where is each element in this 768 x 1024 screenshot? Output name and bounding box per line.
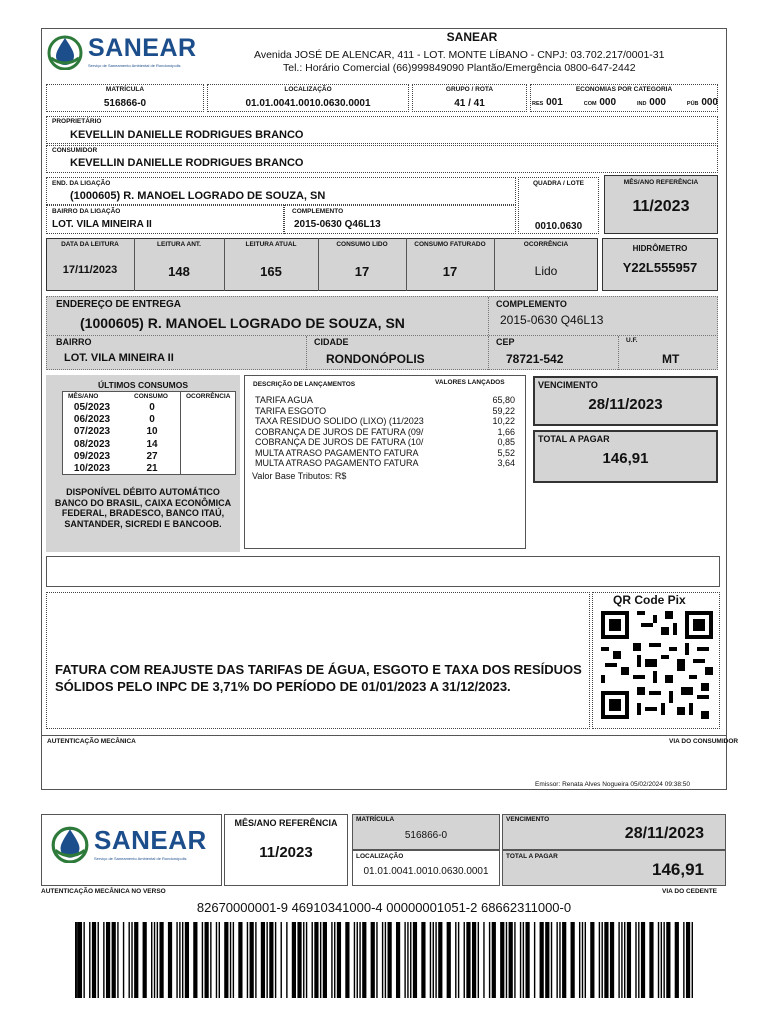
delivery-cep-value: 78721-542 bbox=[506, 352, 564, 366]
connection-end-label: END. DA LIGAÇÃO bbox=[52, 180, 111, 187]
reference-value: 11/2023 bbox=[632, 198, 690, 215]
barcode-bar bbox=[413, 922, 417, 998]
barcode-bar bbox=[382, 922, 383, 998]
localizacao-label: LOCALIZAÇÃO bbox=[284, 86, 332, 93]
barcode-bar bbox=[75, 922, 76, 998]
barcode-bar bbox=[602, 922, 603, 998]
complemento-lig-label: COMPLEMENTO bbox=[292, 208, 344, 215]
barcode-bar bbox=[202, 922, 203, 998]
charges-list bbox=[255, 395, 515, 469]
quadra-label: QUADRA / LOTE bbox=[532, 180, 585, 187]
barcode-bar bbox=[683, 922, 684, 998]
barcode[interactable] bbox=[75, 922, 693, 998]
barcode-bar bbox=[430, 922, 431, 998]
company-contacts: Tel.: Horário Comercial (66)999849090 Plantão/Emergência 0800-647-2442 bbox=[283, 62, 636, 74]
barcode-bar bbox=[320, 922, 321, 998]
reading-faturado-label: CONSUMO FATURADO bbox=[414, 241, 486, 248]
barcode-bar bbox=[233, 922, 234, 998]
reading-date-label: DATA DA LEITURA bbox=[61, 241, 119, 248]
barcode-bar bbox=[404, 922, 405, 998]
reading-ant-label: LEITURA ANT. bbox=[157, 241, 201, 248]
reading-lido-value: 17 bbox=[354, 264, 370, 279]
barcode-bar bbox=[500, 922, 504, 998]
delivery-cidade-value: RONDONÓPOLIS bbox=[326, 352, 425, 366]
barcode-bar bbox=[396, 922, 400, 998]
barcode-bar bbox=[407, 922, 408, 998]
barcode-bar bbox=[303, 922, 304, 998]
stub-loc-label: LOCALIZAÇÃO bbox=[356, 853, 404, 860]
barcode-bar bbox=[230, 922, 231, 998]
history-header-mes: MÊS/ANO bbox=[68, 393, 99, 400]
delivery-div-v1 bbox=[488, 297, 489, 335]
barcode-bar bbox=[556, 922, 557, 998]
barcode-bar bbox=[585, 922, 586, 998]
stub-logo bbox=[50, 823, 207, 863]
barcode-bar bbox=[286, 922, 287, 998]
barcode-bar bbox=[506, 922, 507, 998]
grupo-label: GRUPO / ROTA bbox=[445, 86, 494, 93]
barcode-bar bbox=[635, 922, 636, 998]
barcode-bar bbox=[376, 922, 377, 998]
economia-res: RES 001 bbox=[532, 97, 563, 108]
company-name: SANEAR bbox=[446, 30, 498, 44]
barcode-bar bbox=[159, 922, 163, 998]
auth-via: VIA DO CONSUMIDOR bbox=[669, 738, 739, 745]
water-drop-icon bbox=[50, 823, 90, 863]
barcode-bar bbox=[176, 922, 177, 998]
barcode-bar bbox=[525, 922, 529, 998]
delivery-bairro-value: LOT. VILA MINEIRA II bbox=[64, 352, 174, 364]
barcode-bar bbox=[458, 922, 459, 998]
meter-label: HIDRÔMETRO bbox=[632, 244, 688, 253]
barcode-bar bbox=[193, 922, 197, 998]
barcode-bar bbox=[435, 922, 436, 998]
history-rows bbox=[62, 402, 182, 475]
barcode-bar bbox=[224, 922, 228, 998]
barcode-bar bbox=[551, 922, 552, 998]
reading-ant-value: 148 bbox=[168, 264, 190, 279]
barcode-bar bbox=[658, 922, 659, 998]
reading-lido-label: CONSUMO LIDO bbox=[336, 241, 388, 248]
barcode-bar bbox=[472, 922, 476, 998]
barcode-bar bbox=[154, 922, 155, 998]
company-address: Avenida JOSÉ DE ALENCAR, 411 - LOT. MONTE LÍBANO - CNPJ: 03.702.217/0001-31 bbox=[254, 49, 665, 61]
barcode-bar bbox=[323, 922, 327, 998]
list-item: MULTA ATRASO PAGAMENTO FATURA 3,64 bbox=[255, 458, 515, 468]
history-title: ÚLTIMOS CONSUMOS bbox=[97, 380, 189, 390]
barcode-bar bbox=[134, 922, 138, 998]
barcode-bar bbox=[388, 922, 392, 998]
barcode-bar bbox=[621, 922, 622, 998]
charges-desc-label: DESCRIÇÃO DE LANÇAMENTOS bbox=[253, 381, 356, 388]
debit-note: DISPONÍVEL DÉBITO AUTOMÁTICO BANCO DO BRASIL, CAIXA ECONÔMICA FEDERAL, BRADESCO, BANCO ITAÚ, SANTANDER, SICREDI E BANCOOB. bbox=[54, 487, 232, 529]
total-value: 146,91 bbox=[602, 450, 649, 467]
barcode-bar bbox=[238, 922, 242, 998]
due-value: 28/11/2023 bbox=[588, 396, 663, 413]
barcode-bar bbox=[663, 922, 664, 998]
grupo-value: 41 / 41 bbox=[454, 98, 485, 109]
barcode-bar bbox=[269, 922, 273, 998]
barcode-bar bbox=[157, 922, 158, 998]
delivery-div-v3 bbox=[488, 336, 489, 370]
table-row: 05/2023 0 bbox=[73, 402, 155, 413]
economia-com: COM 000 bbox=[583, 97, 617, 108]
barcode-bar bbox=[559, 922, 560, 998]
auth-label: AUTENTICAÇÃO MECÂNICA bbox=[47, 738, 136, 745]
meter-value: Y22L555957 bbox=[622, 260, 698, 275]
barcode-bar bbox=[599, 922, 600, 998]
barcode-bar bbox=[675, 922, 679, 998]
barcode-bar bbox=[362, 922, 366, 998]
delivery-div-v2 bbox=[306, 336, 307, 370]
qr-label: QR Code Pix bbox=[613, 593, 686, 607]
barcode-bar bbox=[579, 922, 580, 998]
bairro-lig-value: LOT. VILA MINEIRA II bbox=[52, 219, 152, 230]
barcode-bar bbox=[112, 922, 116, 998]
barcode-bar bbox=[205, 922, 209, 998]
barcode-bar bbox=[297, 922, 301, 998]
barcode-bar bbox=[571, 922, 575, 998]
barcode-bar bbox=[410, 922, 411, 998]
water-drop-icon bbox=[46, 32, 84, 70]
barcode-bar bbox=[354, 922, 355, 998]
barcode-bar bbox=[590, 922, 594, 998]
due-label: VENCIMENTO bbox=[538, 380, 598, 390]
stub-matricula-label: MATRÍCULA bbox=[356, 816, 395, 823]
barcode-bar bbox=[464, 922, 465, 998]
auth-issuer: Emissor: Renata Alves Nogueira 05/02/2024 09:38:50 bbox=[535, 781, 691, 788]
barcode-bar bbox=[540, 922, 544, 998]
barcode-bar bbox=[638, 922, 639, 998]
connection-end-value: (1000605) R. MANOEL LOGRADO DE SOUZA, SN bbox=[70, 190, 326, 202]
delivery-div-v4 bbox=[618, 336, 619, 370]
table-row: 08/2023 14 bbox=[73, 438, 158, 450]
barcode-bar bbox=[455, 922, 456, 998]
barcode-bar bbox=[509, 922, 513, 998]
company-logo bbox=[46, 32, 197, 70]
barcode-bar bbox=[666, 922, 670, 998]
delivery-comp-label: COMPLEMENTO bbox=[496, 299, 567, 309]
reading-atual-label: LEITURA ATUAL bbox=[245, 241, 297, 248]
barcode-bar bbox=[661, 922, 662, 998]
barcode-bar bbox=[128, 922, 129, 998]
delivery-bairro-label: BAIRRO bbox=[56, 337, 92, 347]
reading-ocorrencia-value: Lido bbox=[534, 264, 558, 278]
barcode-bar bbox=[692, 922, 693, 998]
delivery-cep-label: CEP bbox=[496, 337, 515, 347]
barcode-bar bbox=[357, 922, 358, 998]
barcode-bar bbox=[514, 922, 515, 998]
owner-label: PROPRIETÁRIO bbox=[52, 118, 102, 125]
barcode-bar bbox=[314, 922, 318, 998]
list-item: MULTA ATRASO PAGAMENTO FATURA 5,52 bbox=[255, 447, 515, 458]
list-item: TARIFA AGUA 65,80 bbox=[255, 395, 515, 405]
stub-total-value: 146,91 bbox=[652, 860, 704, 879]
barcode-bar bbox=[76, 922, 77, 998]
barcode-bar bbox=[179, 922, 180, 998]
barcode-bar bbox=[255, 922, 256, 998]
barcode-bar bbox=[624, 922, 625, 998]
stub-ref-value: 11/2023 bbox=[259, 844, 313, 861]
charges-value-label: VALORES LANÇADOS bbox=[435, 379, 505, 386]
barcode-bar bbox=[545, 922, 549, 998]
barcode-bar bbox=[131, 922, 132, 998]
barcode-bar bbox=[534, 922, 535, 998]
consumer-label: CONSUMIDOR bbox=[52, 147, 98, 154]
stub-loc-value: 01.01.0041.0010.0630.0001 bbox=[363, 866, 489, 877]
barcode-bar bbox=[261, 922, 265, 998]
barcode-digits: 82670000001-9 46910341000-4 00000001051-2 68662311000-0 bbox=[196, 900, 572, 915]
barcode-bar bbox=[103, 922, 104, 998]
complemento-lig-value: 2015-0630 Q46L13 bbox=[294, 219, 381, 230]
barcode-bar bbox=[331, 922, 332, 998]
barcode-bar bbox=[345, 922, 349, 998]
barcode-bar bbox=[447, 922, 451, 998]
stub-venc-label: VENCIMENTO bbox=[506, 816, 550, 823]
reference-label: MÊS/ANO REFERÊNCIA bbox=[623, 179, 699, 186]
barcode-bar bbox=[185, 922, 189, 998]
barcode-bar bbox=[216, 922, 217, 998]
barcode-bar bbox=[219, 922, 220, 998]
barcode-bar bbox=[604, 922, 608, 998]
barcode-bar bbox=[466, 922, 470, 998]
stub-ref-label: MÊS/ANO REFERÊNCIA bbox=[234, 818, 338, 828]
barcode-bar bbox=[123, 922, 124, 998]
barcode-bar bbox=[610, 922, 614, 998]
barcode-bar bbox=[275, 922, 276, 998]
barcode-bar bbox=[117, 922, 118, 998]
reading-date-value: 17/11/2023 bbox=[62, 264, 118, 276]
delivery-comp-value: 2015-0630 Q46L13 bbox=[500, 313, 604, 327]
barcode-bar bbox=[106, 922, 110, 998]
barcode-bar bbox=[92, 922, 96, 998]
notice-box bbox=[46, 592, 590, 729]
barcode-bar bbox=[627, 922, 631, 998]
barcode-bar bbox=[78, 922, 82, 998]
barcode-bar bbox=[312, 922, 313, 998]
delivery-end-label: ENDEREÇO DE ENTREGA bbox=[56, 299, 182, 310]
table-row: 07/2023 10 bbox=[73, 426, 158, 438]
barcode-bar bbox=[686, 922, 690, 998]
list-item: COBRANÇA DE JUROS DE FATURA (09/ 1,66 bbox=[255, 426, 515, 437]
auth-divider bbox=[41, 735, 727, 736]
barcode-bar bbox=[385, 922, 386, 998]
barcode-bar bbox=[641, 922, 645, 998]
barcode-bar bbox=[523, 922, 524, 998]
barcode-bar bbox=[649, 922, 653, 998]
delivery-end-value: (1000605) R. MANOEL LOGRADO DE SOUZA, SN bbox=[80, 315, 405, 331]
delivery-uf-label: U.F. bbox=[626, 337, 638, 344]
reading-atual-value: 165 bbox=[260, 264, 282, 279]
barcode-bar bbox=[520, 922, 521, 998]
stub-auth-label: AUTENTICAÇÃO MECÂNICA NO VERSO bbox=[41, 888, 166, 895]
barcode-bar bbox=[98, 922, 99, 998]
barcode-bar bbox=[618, 922, 619, 998]
barcode-bar bbox=[281, 922, 282, 998]
list-item: TARIFA ESGOTO 59,22 bbox=[255, 405, 515, 416]
barcode-bar bbox=[168, 922, 172, 998]
barcode-bar bbox=[359, 922, 360, 998]
delivery-uf-value: MT bbox=[662, 352, 680, 366]
barcode-bar bbox=[492, 922, 496, 998]
consumer-value: KEVELLIN DANIELLE RODRIGUES BRANCO bbox=[70, 157, 304, 169]
economias-values bbox=[532, 97, 718, 108]
history-header-consumo: CONSUMO bbox=[134, 393, 168, 400]
table-row: 06/2023 0 bbox=[73, 414, 155, 426]
table-row: 10/2023 21 bbox=[73, 463, 158, 475]
matricula-label: MATRÍCULA bbox=[105, 86, 145, 93]
bairro-lig-label: BAIRRO DA LIGAÇÃO bbox=[52, 208, 121, 215]
economia-pub: PÚB 000 bbox=[686, 97, 718, 108]
stub-matricula-value: 516866-0 bbox=[404, 830, 448, 841]
economias-label: ECONOMIAS POR CATEGORIA bbox=[575, 86, 673, 93]
delivery-cidade-label: CIDADE bbox=[314, 337, 349, 347]
barcode-bar bbox=[334, 922, 335, 998]
economia-ind: IND 000 bbox=[637, 97, 666, 108]
barcode-bar bbox=[306, 922, 307, 998]
list-item: TAXA RESIDUO SOLIDO (LIXO) (11/2023 10,22 bbox=[255, 416, 515, 426]
total-label: TOTAL A PAGAR bbox=[538, 434, 610, 444]
quadra-value: 0010.0630 bbox=[534, 221, 583, 232]
barcode-bar bbox=[182, 922, 183, 998]
barcode-bar bbox=[250, 922, 254, 998]
barcode-bar bbox=[151, 922, 152, 998]
matricula-value: 516866-0 bbox=[103, 98, 147, 109]
logo-text: SANEAR bbox=[88, 34, 197, 62]
barcode-bar bbox=[292, 922, 296, 998]
list-item: COBRANÇA DE JUROS DE FATURA (10/ 0,85 bbox=[255, 437, 515, 447]
logo-subtitle: Serviço de Saneamento Ambiental de Rondonópolis bbox=[88, 63, 181, 68]
barcode-bar bbox=[89, 922, 90, 998]
barcode-bar bbox=[371, 922, 375, 998]
table-row: 09/2023 27 bbox=[73, 450, 158, 462]
qr-code-icon[interactable] bbox=[601, 611, 713, 719]
base-tributos: Valor Base Tributos: R$ bbox=[252, 471, 347, 481]
reading-faturado-value: 17 bbox=[442, 264, 458, 279]
stub-logo-text: SANEAR bbox=[94, 825, 207, 855]
barcode-bar bbox=[478, 922, 479, 998]
stub-venc-value: 28/11/2023 bbox=[624, 825, 704, 842]
barcode-bar bbox=[83, 922, 84, 998]
message-bar bbox=[46, 556, 720, 587]
barcode-bar bbox=[562, 922, 566, 998]
stub-via: VIA DO CEDENTE bbox=[662, 888, 718, 895]
barcode-bar bbox=[266, 922, 267, 998]
barcode-bar bbox=[582, 922, 583, 998]
barcode-bar bbox=[433, 922, 434, 998]
localizacao-value: 01.01.0041.0010.0630.0001 bbox=[245, 98, 371, 109]
barcode-bar bbox=[337, 922, 341, 998]
history-header-ocorrencia: OCORRÊNCIA bbox=[186, 393, 231, 400]
barcode-bar bbox=[421, 922, 425, 998]
reading-ocorrencia-label: OCORRÊNCIA bbox=[523, 241, 569, 248]
barcode-bar bbox=[483, 922, 484, 998]
barcode-bar bbox=[210, 922, 211, 998]
barcode-bar bbox=[143, 922, 147, 998]
owner-value: KEVELLIN DANIELLE RODRIGUES BRANCO bbox=[70, 129, 304, 141]
barcode-bar bbox=[438, 922, 442, 998]
barcode-bar bbox=[489, 922, 490, 998]
notice-text: FATURA COM REAJUSTE DAS TARIFAS DE ÁGUA, ESGOTO E TAXA DOS RESÍDUOS SÓLIDOS PELO INPC DE 3,71% DO PERÍODO DE 01/01/2023 A 31/12/2023. bbox=[55, 662, 582, 694]
stub-total-label: TOTAL A PAGAR bbox=[506, 853, 558, 860]
stub-logo-subtitle: Serviço de Saneamento Ambiental de Rondonópolis bbox=[94, 856, 187, 861]
barcode-bar bbox=[247, 922, 248, 998]
